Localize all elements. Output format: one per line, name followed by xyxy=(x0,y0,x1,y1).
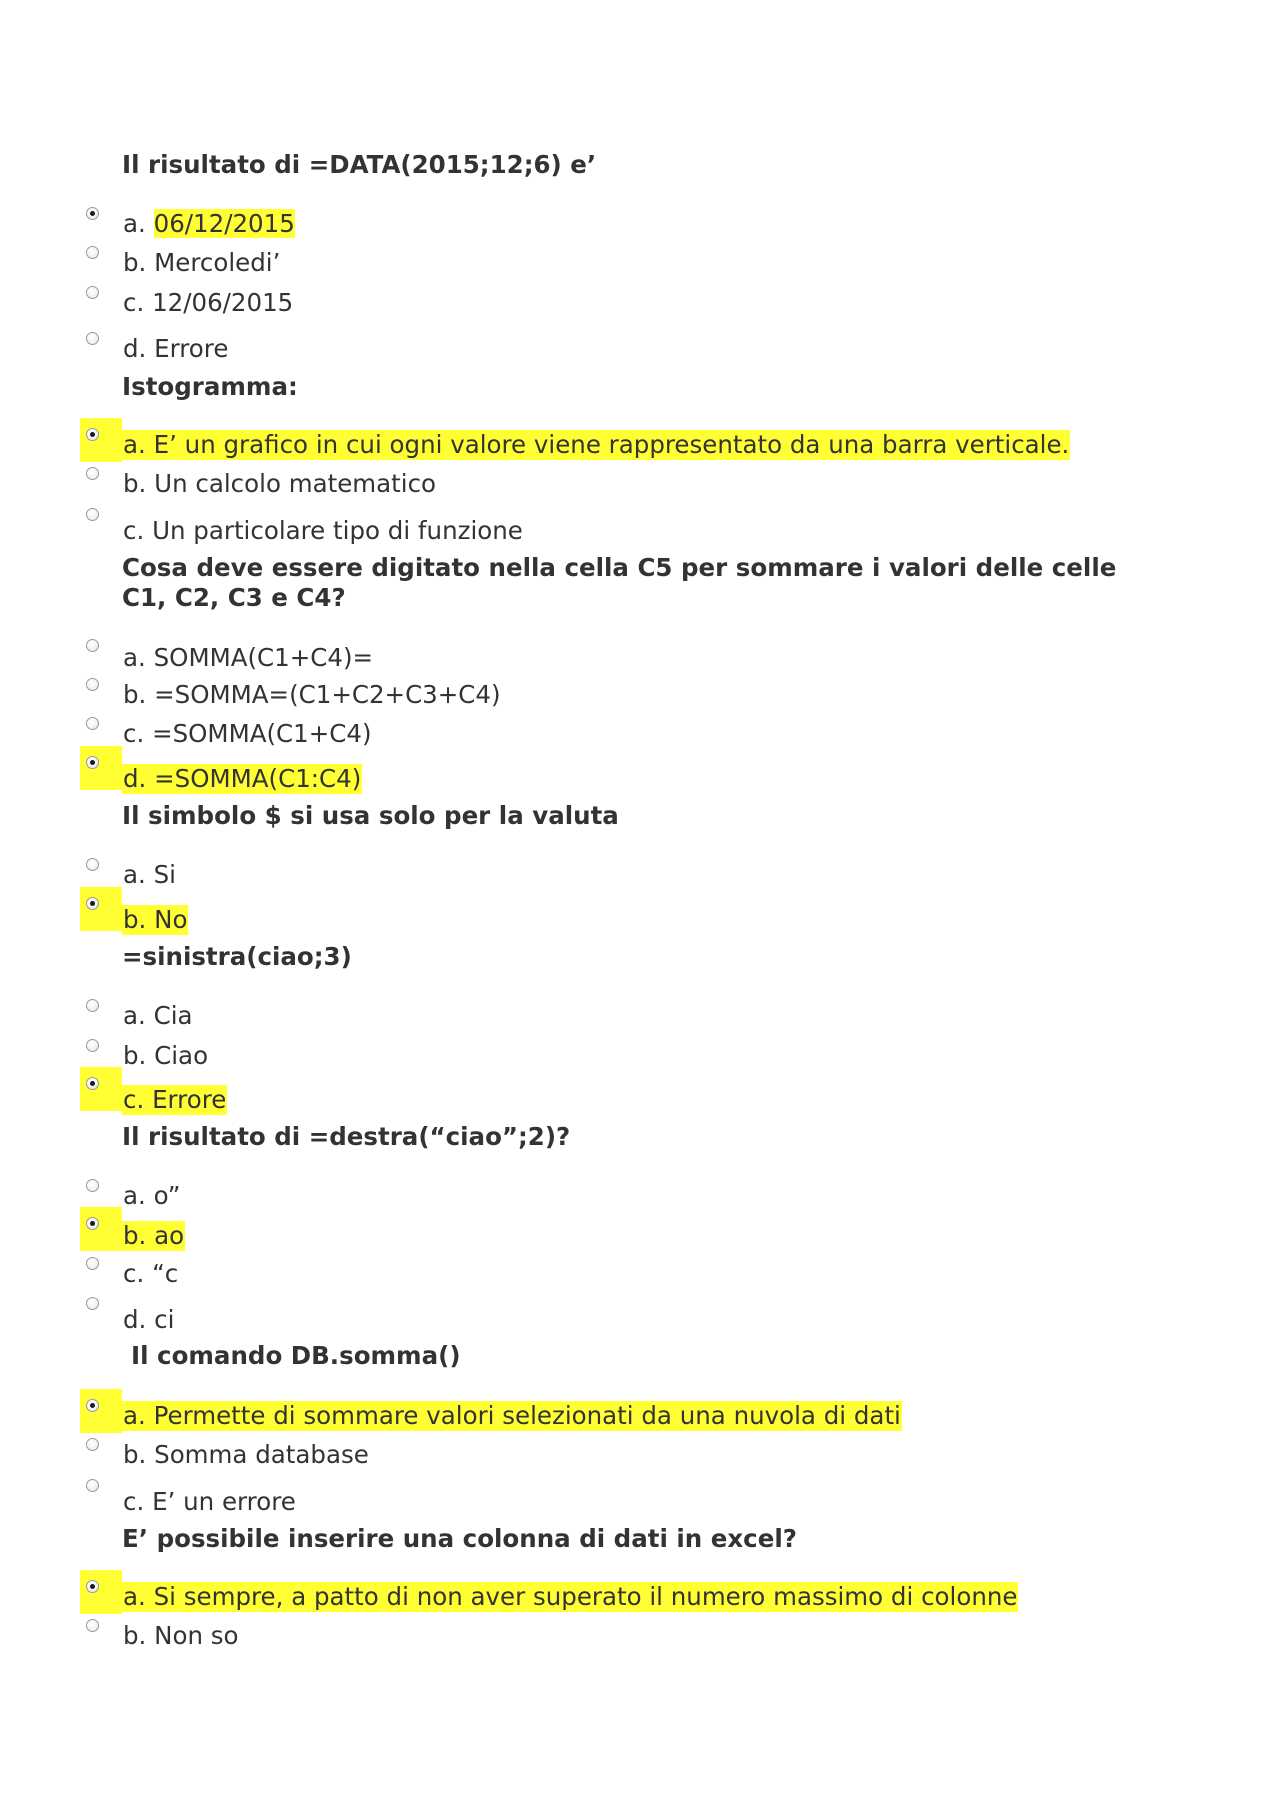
q5-option-c[interactable] xyxy=(80,1077,1180,1113)
question-2-title: Istogramma: xyxy=(122,372,298,401)
question-3-title: Cosa deve essere digitato nella cella C5 per sommare i valori delle celle C1, C2, C3 e C4? xyxy=(122,553,1117,612)
q7-option-a-text: a. Permette di sommare valori selezionati da una nuvola di dati xyxy=(123,1401,901,1430)
q1-option-a[interactable] xyxy=(80,207,1180,243)
radio-unchecked-icon[interactable] xyxy=(86,1438,99,1451)
radio-unchecked-icon[interactable] xyxy=(86,1479,99,1492)
radio-checked-icon[interactable] xyxy=(86,1399,99,1412)
q6-option-d[interactable] xyxy=(80,1297,1180,1333)
selection-highlight xyxy=(80,746,122,790)
q5-option-a[interactable] xyxy=(80,999,1180,1035)
selection-highlight xyxy=(80,1067,122,1111)
q6-option-a[interactable] xyxy=(80,1179,1180,1215)
q5-option-c-text: c. Errore xyxy=(123,1085,227,1114)
q1-option-c-text: c. 12/06/2015 xyxy=(123,288,294,317)
radio-checked-icon[interactable] xyxy=(86,897,99,910)
q4-option-a[interactable] xyxy=(80,858,1180,894)
q1-option-d-text: d. Errore xyxy=(123,334,229,363)
q5-option-a-text: a. Cia xyxy=(123,1001,193,1030)
radio-checked-icon[interactable] xyxy=(86,1580,99,1593)
q1-option-c[interactable] xyxy=(80,286,1180,322)
question-1-title: Il risultato di =DATA(2015;12;6) e’ xyxy=(122,150,597,179)
q3-option-c[interactable] xyxy=(80,717,1180,753)
radio-unchecked-icon[interactable] xyxy=(86,678,99,691)
q1-option-b[interactable] xyxy=(80,246,1180,282)
selection-highlight xyxy=(80,418,122,462)
q7-option-c-text: c. E’ un errore xyxy=(123,1487,296,1516)
q2-option-b[interactable] xyxy=(80,467,1180,503)
q7-option-b-text: b. Somma database xyxy=(123,1440,369,1469)
q3-option-c-text: c. =SOMMA(C1+C4) xyxy=(123,719,372,748)
radio-unchecked-icon[interactable] xyxy=(86,246,99,259)
radio-checked-icon[interactable] xyxy=(86,1077,99,1090)
radio-checked-icon[interactable] xyxy=(86,1217,99,1230)
radio-unchecked-icon[interactable] xyxy=(86,717,99,730)
q6-option-b[interactable] xyxy=(80,1217,1180,1253)
radio-unchecked-icon[interactable] xyxy=(86,332,99,345)
q5-option-b-text: b. Ciao xyxy=(123,1041,209,1070)
q1-option-b-text: b. Mercoledi’ xyxy=(123,248,281,277)
q1-option-a-text: a. 06/12/2015 xyxy=(123,209,295,238)
q7-option-a[interactable] xyxy=(80,1399,1180,1435)
q3-option-b[interactable] xyxy=(80,678,1180,714)
selection-highlight xyxy=(80,1570,122,1614)
q5-option-b[interactable] xyxy=(80,1039,1180,1075)
question-6-title: Il risultato di =destra(“ciao”;2)? xyxy=(122,1122,571,1151)
radio-unchecked-icon[interactable] xyxy=(86,1297,99,1310)
q6-option-a-text: a. o” xyxy=(123,1181,181,1210)
radio-unchecked-icon[interactable] xyxy=(86,1179,99,1192)
q2-option-a-text: a. E’ un grafico in cui ogni valore viene rappresentato da una barra verticale. xyxy=(123,430,1070,459)
q2-option-c[interactable] xyxy=(80,508,1180,544)
radio-unchecked-icon[interactable] xyxy=(86,1039,99,1052)
q8-option-b-text: b. Non so xyxy=(123,1621,239,1650)
radio-unchecked-icon[interactable] xyxy=(86,1619,99,1632)
question-8-title: E’ possibile inserire una colonna di dati in excel? xyxy=(122,1524,797,1553)
question-4-title: Il simbolo $ si usa solo per la valuta xyxy=(122,801,619,830)
q8-option-a-text: a. Si sempre, a patto di non aver superato il numero massimo di colonne xyxy=(123,1582,1018,1611)
q7-option-c[interactable] xyxy=(80,1479,1180,1515)
q1-option-d[interactable] xyxy=(80,326,1180,362)
q6-option-d-text: d. ci xyxy=(123,1305,175,1334)
q7-option-b[interactable] xyxy=(80,1438,1180,1474)
radio-unchecked-icon[interactable] xyxy=(86,467,99,480)
question-5-title: =sinistra(ciao;3) xyxy=(122,942,352,971)
q2-option-c-text: c. Un particolare tipo di funzione xyxy=(123,516,523,545)
question-7-title: Il comando DB.somma() xyxy=(131,1341,461,1370)
q2-option-a[interactable] xyxy=(80,428,1180,464)
q6-option-c-text: c. “c xyxy=(123,1259,179,1288)
q6-option-b-text: b. ao xyxy=(123,1221,185,1250)
q8-option-b[interactable] xyxy=(80,1619,1180,1655)
radio-unchecked-icon[interactable] xyxy=(86,1257,99,1270)
q3-option-b-text: b. =SOMMA=(C1+C2+C3+C4) xyxy=(123,680,501,709)
q2-option-b-text: b. Un calcolo matematico xyxy=(123,469,437,498)
q4-option-b-text: b. No xyxy=(123,905,188,934)
selection-highlight xyxy=(80,1207,122,1251)
q8-option-a[interactable] xyxy=(80,1580,1180,1616)
selection-highlight xyxy=(80,1389,122,1433)
selection-highlight xyxy=(80,887,122,931)
radio-checked-icon[interactable] xyxy=(86,756,99,769)
radio-checked-icon[interactable] xyxy=(86,207,99,220)
radio-unchecked-icon[interactable] xyxy=(86,286,99,299)
q6-option-c[interactable] xyxy=(80,1257,1180,1293)
radio-checked-icon[interactable] xyxy=(86,428,99,441)
q3-option-d-text: d. =SOMMA(C1:C4) xyxy=(123,764,362,793)
q3-option-a-text: a. SOMMA(C1+C4)= xyxy=(123,643,374,672)
radio-unchecked-icon[interactable] xyxy=(86,858,99,871)
q3-option-d[interactable] xyxy=(80,756,1180,792)
radio-unchecked-icon[interactable] xyxy=(86,999,99,1012)
q3-option-a[interactable] xyxy=(80,639,1180,675)
radio-unchecked-icon[interactable] xyxy=(86,639,99,652)
q4-option-b[interactable] xyxy=(80,897,1180,933)
radio-unchecked-icon[interactable] xyxy=(86,508,99,521)
q4-option-a-text: a. Si xyxy=(123,860,176,889)
